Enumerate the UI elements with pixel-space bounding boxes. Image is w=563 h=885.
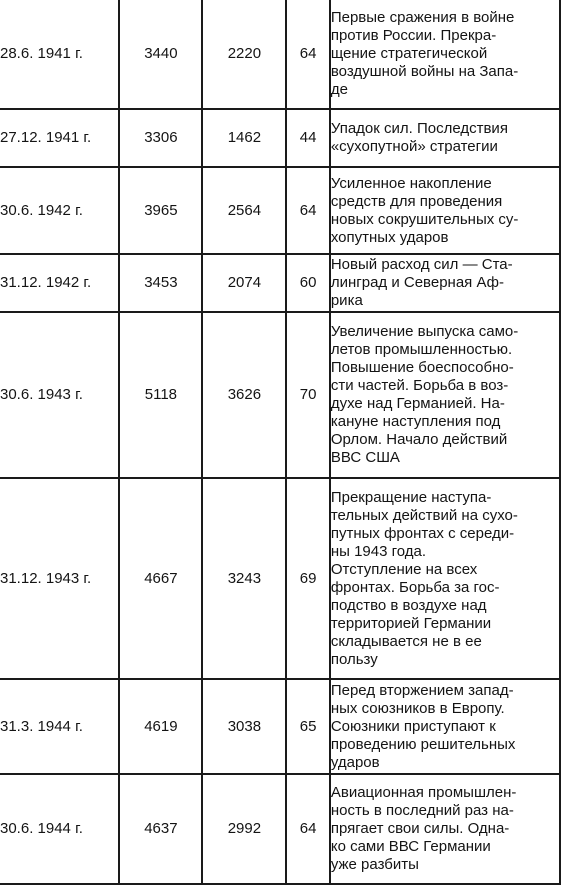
comment-cell-text: Авиационная промышлен- ность в последний раз на- прягает свои силы. Одна- ко сами ВВС Германии уже разбиты [330, 784, 517, 873]
total-aircraft-cell [119, 167, 202, 254]
date-cell-text: 30.6. 1944 г. [0, 820, 83, 837]
table-row [0, 109, 560, 167]
date-cell [0, 774, 119, 884]
date-cell [0, 254, 119, 312]
date-cell-text: 27.12. 1941 г. [0, 129, 92, 146]
serviceable-aircraft-cell-text: 3038 [227, 717, 262, 735]
comment-cell [330, 109, 560, 167]
serviceable-aircraft-cell-text: 3243 [227, 569, 262, 587]
total-aircraft-cell [119, 774, 202, 884]
comment-cell-text: Первые сражения в войне против России. Прекра- щение стратегической воздушной войны на Запа- де [330, 9, 519, 98]
total-aircraft-cell-text: 4667 [144, 569, 178, 587]
date-cell [0, 679, 119, 774]
comment-cell [330, 679, 560, 774]
date-cell [0, 109, 119, 167]
serviceable-aircraft-cell-text: 1462 [227, 129, 262, 146]
serviceable-aircraft-cell-text: 2074 [227, 274, 262, 291]
serviceable-aircraft-cell [202, 167, 286, 254]
serviceable-aircraft-cell-text: 2992 [227, 820, 262, 837]
date-cell [0, 167, 119, 254]
comment-cell-text: Упадок сил. Последствия «сухопутной» стратегии [330, 120, 508, 155]
table-row [0, 478, 560, 679]
total-aircraft-cell-text: 3453 [144, 274, 178, 291]
serviceable-aircraft-cell [202, 774, 286, 884]
comment-cell-text: Перед вторжением запад- ных союзников в Европу. Союзники приступают к проведению решительных ударов [330, 681, 516, 771]
percent-cell [286, 109, 329, 167]
serviceable-aircraft-cell [202, 254, 286, 312]
date-cell [0, 478, 119, 679]
date-cell-text: 30.6. 1943 г. [0, 386, 83, 403]
serviceable-aircraft-cell-text: 2564 [227, 201, 262, 219]
date-cell [0, 312, 119, 478]
total-aircraft-cell-text: 3440 [144, 45, 178, 62]
date-cell-text: 28.6. 1941 г. [0, 45, 83, 62]
percent-cell [286, 478, 329, 679]
total-aircraft-cell [119, 254, 202, 312]
total-aircraft-cell [119, 312, 202, 478]
serviceable-aircraft-cell [202, 109, 286, 167]
comment-cell-text: Прекращение наступа- тельных действий на сухо- путных фронтах с середи- ны 1943 года. Отступление на всех фронтах. Борьба за гос- подство в воздухе над территорией Германии складывается не в ее пользу [330, 488, 518, 668]
table-row [0, 0, 560, 109]
comment-cell [330, 254, 560, 312]
percent-cell-text: 65 [299, 717, 317, 735]
percent-cell-text: 64 [299, 201, 317, 219]
percent-cell-text: 70 [299, 386, 317, 403]
serviceable-aircraft-cell [202, 679, 286, 774]
total-aircraft-cell [119, 679, 202, 774]
table-row [0, 167, 560, 254]
table-row [0, 774, 560, 884]
total-aircraft-cell-text: 4637 [144, 820, 178, 837]
comment-cell-text: Усиленное накопление средств для проведения новых сокрушительных су- хопутных ударов [330, 174, 519, 246]
total-aircraft-cell-text: 5118 [144, 386, 178, 403]
comment-cell [330, 0, 560, 109]
total-aircraft-cell-text: 3965 [144, 201, 178, 219]
percent-cell [286, 774, 329, 884]
percent-cell-text: 64 [299, 45, 317, 62]
table-row [0, 312, 560, 478]
total-aircraft-cell [119, 478, 202, 679]
percent-cell-text: 64 [299, 820, 317, 837]
percent-cell [286, 0, 329, 109]
date-cell-text: 31.12. 1943 г. [0, 569, 92, 587]
date-cell-text: 31.12. 1942 г. [0, 274, 92, 291]
serviceable-aircraft-cell [202, 0, 286, 109]
date-cell-text: 31.3. 1944 г. [0, 717, 83, 735]
comment-cell [330, 478, 560, 679]
serviceable-aircraft-cell-text: 2220 [227, 45, 262, 62]
total-aircraft-cell-text: 3306 [144, 129, 178, 146]
comment-cell [330, 167, 560, 254]
comment-cell-text: Новый расход сил — Ста- линград и Северная Аф- рика [330, 256, 513, 309]
percent-cell [286, 254, 329, 312]
date-cell [0, 0, 119, 109]
percent-cell-text: 69 [299, 569, 317, 587]
serviceable-aircraft-cell [202, 478, 286, 679]
serviceable-aircraft-cell [202, 312, 286, 478]
percent-cell [286, 167, 329, 254]
total-aircraft-cell-text: 4619 [144, 717, 178, 735]
serviceable-aircraft-cell-text: 3626 [227, 386, 262, 403]
percent-cell-text: 60 [299, 274, 317, 291]
total-aircraft-cell [119, 0, 202, 109]
table-row [0, 254, 560, 312]
comment-cell [330, 312, 560, 478]
comment-cell [330, 774, 560, 884]
comment-cell-text: Увеличение выпуска само- летов промышленностью. Повышение боеспособно- сти частей. Борьба в воз- духе над Германией. На- кануне наступления под Орлом. Начало действий ВВС США [330, 323, 519, 466]
percent-cell-text: 44 [299, 129, 317, 146]
table-row [0, 679, 560, 774]
percent-cell [286, 679, 329, 774]
total-aircraft-cell [119, 109, 202, 167]
date-cell-text: 30.6. 1942 г. [0, 201, 83, 219]
percent-cell [286, 312, 329, 478]
